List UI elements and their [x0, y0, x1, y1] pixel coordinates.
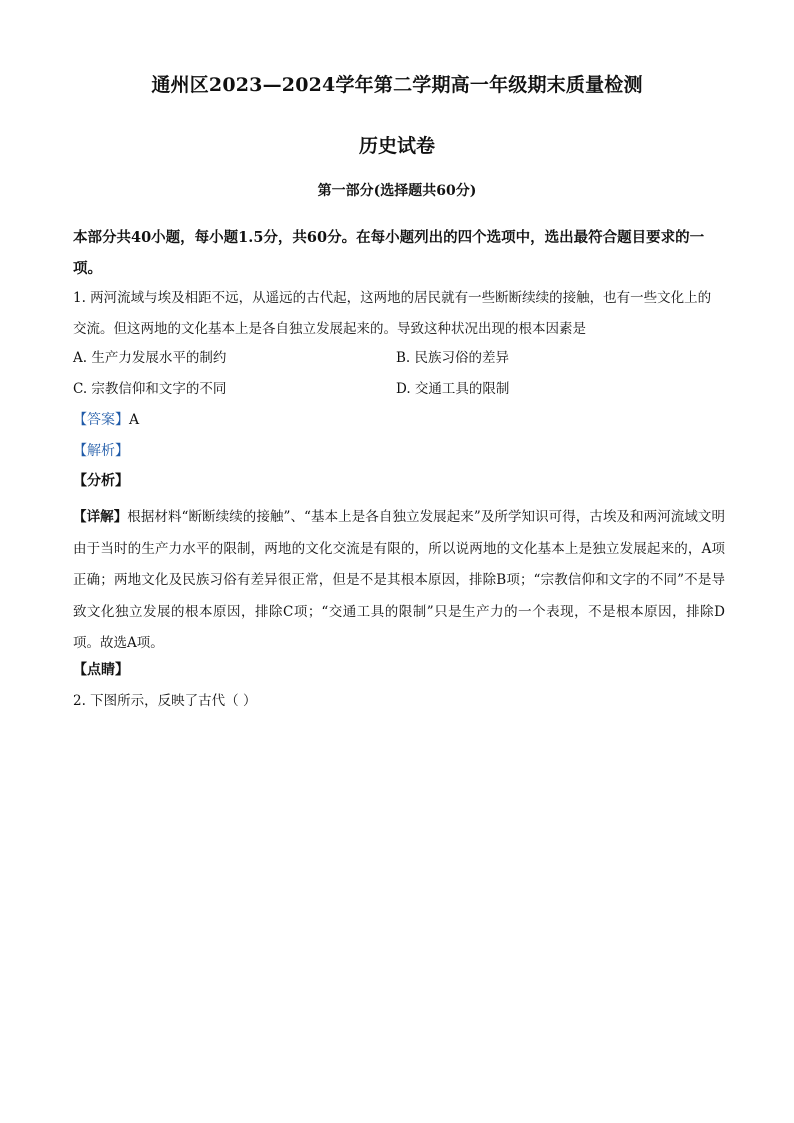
question-2-stem: 2. 下图所示，反映了古代（ ）: [73, 693, 257, 709]
question-1-option-a: A. 生产力发展水平的制约: [73, 350, 227, 366]
analysis-tag: 【解析】: [73, 443, 129, 459]
answer-value: A: [129, 412, 140, 428]
section-title: 第一部分(选择题共60分): [317, 183, 477, 199]
detail-text: 根据材料“断断续续的接触”、“基本上是各自独立发展起来”及所学知识可得，古埃及和两河流域文明由于当时的生产力水平的限制，两地的文化交流是有限的，所以说两地的文化基本上是独立发展起来的，A项正确；两地文化及民族习俗有差异很正常，但是不是其根本原因，排除B项；“宗教信仰和文字的不同”不是导致文化独立发展的根本原因，排除C项；“交通工具的限制”只是生产力的一个表现，不是根本原因，排除D项。故选A项。: [73, 509, 726, 651]
question-1-option-b: B. 民族习俗的差异: [396, 350, 510, 366]
analysis-line: [73, 441, 129, 461]
question-1-stem: 1. 两河流域与埃及相距不远，从遥远的古代起，这两地的居民就有一些断断续续的接触，也有一些文化上的交流。但这两地的文化基本上是各自独立发展起来的。导致这种状况出现的根本因素是: [73, 290, 712, 337]
answer-line: [73, 410, 139, 430]
section-instructions: 本部分共40小题，每小题1.5分，共60分。在每小题列出的四个选项中，选出最符合题目要求的一项。: [73, 229, 705, 277]
question-1-option-c: C. 宗教信仰和文字的不同: [73, 381, 227, 397]
detail-paragraph: [73, 502, 725, 660]
fenxi-line: [73, 471, 129, 491]
detail-tag: 【详解】: [73, 509, 128, 525]
question-1-option-d: D. 交通工具的限制: [396, 381, 510, 397]
dianjing-tag: 【点睛】: [73, 662, 129, 678]
fenxi-tag: 【分析】: [73, 473, 129, 489]
dianjing-line: [73, 660, 129, 680]
answer-tag: 【答案】: [73, 412, 129, 428]
exam-title: 通州区2023—2024学年第二学期高一年级期末质量检测: [151, 74, 643, 96]
exam-subtitle: 历史试卷: [358, 135, 435, 157]
